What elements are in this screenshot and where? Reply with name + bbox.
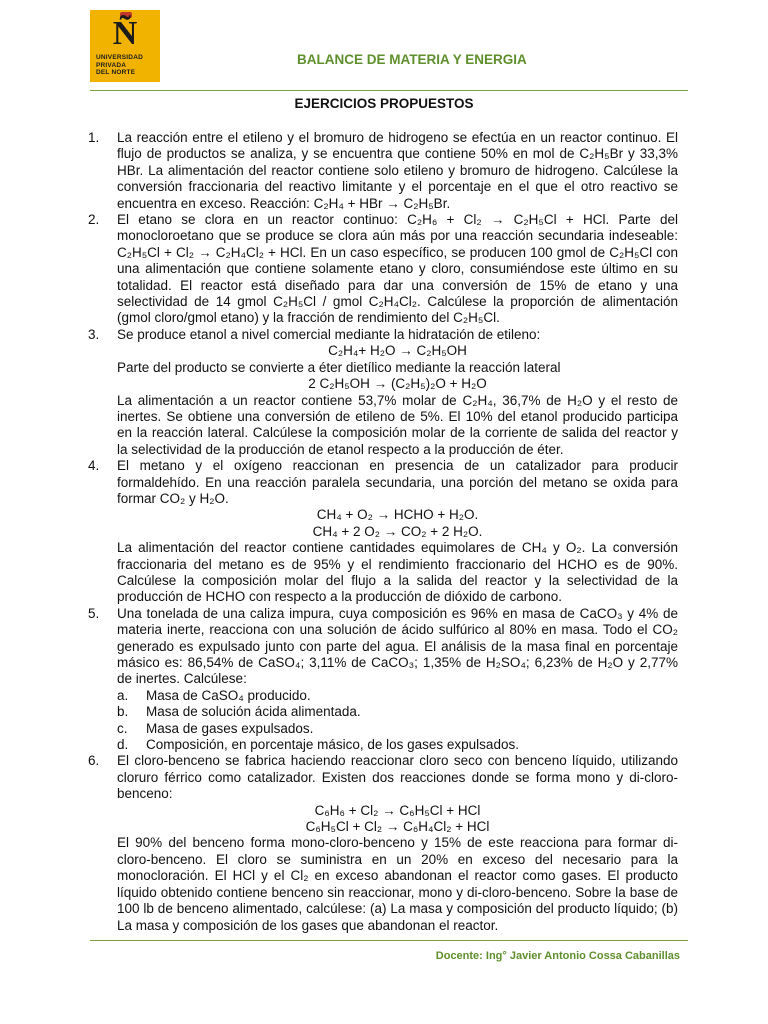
exercise-text: El cloro-benceno se fabrica haciendo reaccionar cloro seco con benceno líquido, utilizando cloruro férrico como catalizador. Existen dos reacciones donde se forma mono y di-cloro-benceno: bbox=[117, 753, 678, 802]
sub-item-label: c. bbox=[117, 720, 128, 736]
header-divider bbox=[90, 90, 688, 91]
exercise-item bbox=[88, 458, 678, 606]
exercise-text: La alimentación del reactor contiene cantidades equimolares de CH₄ y O₂. La conversión fraccionaria del metano es de 95% y el rendimiento fraccionario del HCHO es de 90%. Calcúlese la composición molar del flujo a la salida del reactor y la selectividad de la producción de HCHO con respecto a la producción de dióxido de carbono. bbox=[117, 540, 678, 605]
exercise-item bbox=[88, 606, 678, 754]
reaction-equation: C₂H₄+ H₂O → C₂H₅OH bbox=[328, 343, 467, 359]
exercise-number: 5. bbox=[88, 605, 100, 621]
exercise-text: El etano se clora en un reactor continuo: C₂H₆ + Cl₂ → C₂H₅Cl + HCl. Parte del monocloroetano que se produce se clora aún más por una reacción secundaria indeseable: C₂H₅Cl + Cl₂ → C₂H₄Cl₂ + HCl. En un caso específico, se producen 100 gmol de C₂H₅Cl con una alimentación que contiene solamente etano y cloro, consumiéndose este último en su totalidad. El reactor está diseñado para dar una conversión de 15% de etano y una selectividad de 14 gmol C₂H₅Cl / gmol C₂H₄Cl₂. Calcúlese la proporción de alimentación (gmol cloro/gmol etano) y la fracción de rendimiento del C₂H₅Cl. bbox=[117, 212, 678, 326]
exercise-item bbox=[88, 327, 678, 458]
sub-item-text: Masa de solución ácida alimentada. bbox=[146, 704, 361, 720]
sub-item-label: b. bbox=[117, 704, 129, 720]
reaction-equation: C₆H₆ + Cl₂ → C₆H₅Cl + HCl bbox=[314, 802, 481, 818]
exercise-item bbox=[88, 130, 678, 212]
exercise-number: 1. bbox=[88, 130, 100, 145]
sub-item bbox=[117, 721, 678, 737]
exercise-text: El 90% del benceno forma mono-cloro-benceno y 15% de este reacciona para formar di-cloro-benceno. El cloro se suministra en un 20% en exceso del necesario para la monocloración. El HCl y el Cl₂ en exceso abandonan el reactor como gases. El producto líquido obtenido contiene benceno sin reaccionar, mono y di-cloro-benceno. Sobre la base de 100 lb de benceno alimentado, calcúlese: (a) La masa y composición del producto líquido; (b) La masa y composición de los gases que abandonan el reactor. bbox=[117, 835, 678, 933]
exercise-text: La alimentación a un reactor contiene 53,7% molar de C₂H₄, 36,7% de H₂O y el resto de inertes. Se obtiene una conversión de etileno de 5%. El 10% del etanol producido participa en la reacción lateral. Calcúlese la composición molar de la corriente de salida del reactor y la selectividad de la producción de etanol respecto a la producción de éter. bbox=[117, 392, 678, 457]
sub-item-text: Masa de gases expulsados. bbox=[146, 720, 314, 736]
exercise-text: Se produce etanol a nivel comercial mediante la hidratación de etileno: bbox=[117, 326, 541, 342]
reaction-equation: 2 C₂H₅OH → (C₂H₅)₂O + H₂O bbox=[308, 376, 487, 392]
exercise-text: Parte del producto se convierte a éter dietílico mediante la reacción lateral bbox=[117, 359, 561, 375]
exercise-text: El metano y el oxígeno reaccionan en presencia de un catalizador para producir formaldehído. En una reacción paralela secundaria, una porción del metano se oxida para formar CO₂ y H₂O. bbox=[117, 458, 678, 506]
exercise-item bbox=[88, 753, 678, 933]
exercise-text: La reacción entre el etileno y el bromuro de hidrogeno se efectúa en un reactor continuo. El flujo de productos se analiza, y se encuentra que contiene 50% en mol de C₂H₅Br y 33,3% HBr. La alimentación del reactor contiene solo etileno y bromuro de hidrogeno. Calcúlese la conversión fraccionaria del reactivo limitante y el porcentaje en el que el otro reactivo se encuentra en exceso. Reacción: C₂H₄ + HBr → C₂H₅Br. bbox=[117, 130, 678, 211]
sub-item-label: a. bbox=[117, 687, 129, 703]
sub-item-text: Masa de CaSO₄ producido. bbox=[146, 687, 311, 703]
sub-item bbox=[117, 704, 678, 720]
logo-letter: Ñ bbox=[112, 15, 138, 52]
logo-text-line: PRIVADA bbox=[96, 61, 127, 69]
exercise-number: 6. bbox=[88, 753, 100, 769]
sub-item-text: Composición, en porcentaje másico, de los gases expulsados. bbox=[146, 737, 519, 753]
university-logo bbox=[90, 10, 160, 82]
exercise-text: Una tonelada de una caliza impura, cuya composición es 96% en masa de CaCO₃ y 4% de materia inerte, reacciona con una solución de ácido sulfúrico al 80% en masa. Todo el CO₂ generado es expulsado junto con parte del agua. El análisis de la masa final en porcentaje másico es: 86,54% de CaSO₄; 3,11% de CaCO₃; 1,35% de H₂SO₄; 6,23% de H₂O y 2,77% de inertes. Calcúlese: bbox=[117, 605, 678, 687]
sub-item bbox=[117, 737, 678, 753]
exercise-list bbox=[88, 130, 678, 934]
exercise-number: 2. bbox=[88, 212, 100, 228]
reaction-equation: CH₄ + 2 O₂ → CO₂ + 2 H₂O. bbox=[312, 523, 483, 539]
document-title: EJERCICIOS PROPUESTOS bbox=[294, 96, 474, 111]
logo-text bbox=[96, 54, 156, 77]
reaction-equation: C₆H₅Cl + Cl₂ → C₆H₄Cl₂ + HCl bbox=[305, 819, 490, 835]
header-title: BALANCE DE MATERIA Y ENERGIA bbox=[297, 52, 527, 67]
exercise-item bbox=[88, 212, 678, 327]
footer-divider bbox=[90, 940, 688, 941]
footer-instructor: Docente: Ing° Javier Antonio Cossa Cabanillas bbox=[435, 950, 680, 962]
sub-item-label: d. bbox=[117, 737, 129, 753]
exercise-number: 4. bbox=[88, 458, 100, 474]
sub-item bbox=[117, 688, 678, 704]
logo-text-line: UNIVERSIDAD bbox=[96, 54, 143, 61]
logo-text-line: DEL NORTE bbox=[96, 69, 136, 76]
exercise-number: 3. bbox=[88, 326, 100, 342]
reaction-equation: CH₄ + O₂ → HCHO + H₂O. bbox=[316, 507, 479, 523]
